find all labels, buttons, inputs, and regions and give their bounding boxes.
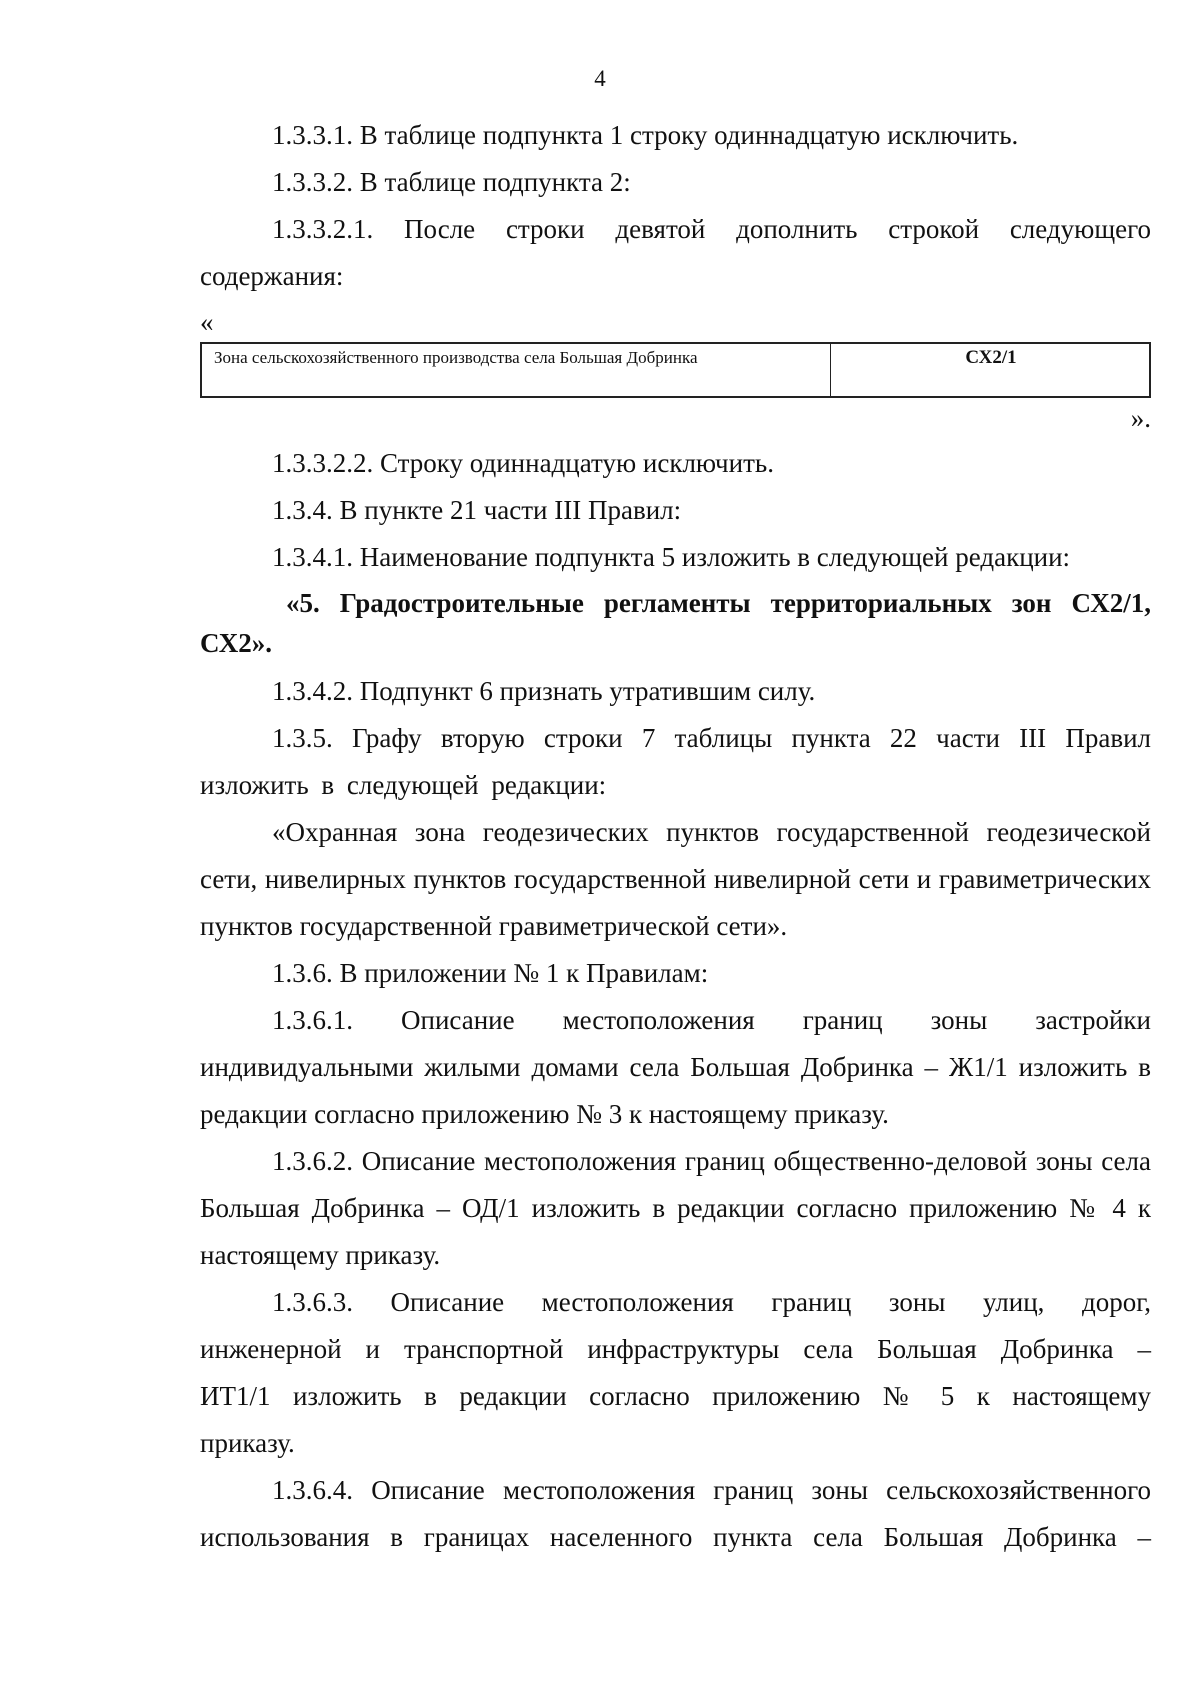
paragraph-1-3-6-4: 1.3.6.4. Описание местоположения границ зоны сельскохозяйственного использования в границах населенного пункта села Большая Добринка – xyxy=(200,1475,1151,1552)
paragraph-1-3-4-1: 1.3.4.1. Наименование подпункта 5 изложить в следующей редакции: xyxy=(272,542,1071,572)
paragraph-1-3-6-1: 1.3.6.1. Описание местоположения границ зоны застройки индивидуальными жилыми домами села Большая Добринка – Ж1/1 изложить в редакции согласно приложению № 3 к настоящему приказу. xyxy=(200,1005,1151,1129)
paragraph-1-3-6-3: 1.3.6.3. Описание местоположения границ зоны улиц, дорог, инженерной и транспортной инфраструктуры села Большая Добринка – ИТ1/1 изложить в редакции согласно приложению № 5 к настоящему приказу. xyxy=(200,1287,1151,1458)
paragraph-1-3-3-2: 1.3.3.2. В таблице подпункта 2: xyxy=(272,167,631,197)
opening-quote: « xyxy=(200,307,214,337)
paragraph-1-3-6: 1.3.6. В приложении № 1 к Правилам: xyxy=(272,958,709,988)
closing-quote: ». xyxy=(1130,403,1151,433)
document-body xyxy=(200,112,1151,1561)
quoted-replacement-text: «Охранная зона геодезических пунктов государственной геодезической сети, нивелирных пунктов государственной нивелирной сети и гравиметрических пунктов государственной гравиметрической сети». xyxy=(200,817,1151,941)
paragraph-1-3-4: 1.3.4. В пункте 21 части III Правил: xyxy=(272,495,682,525)
paragraph-1-3-5: 1.3.5. Графу вторую строки 7 таблицы пункта 22 части III Правил изложить в следующей редакции: xyxy=(200,723,1151,800)
paragraph-1-3-6-2: 1.3.6.2. Описание местоположения границ общественно-деловой зоны села Большая Добринка – ОД/1 изложить в редакции согласно приложению № 4 к настоящему приказу. xyxy=(200,1146,1151,1270)
zone-name-cell: Зона сельскохозяйственного производства села Большая Добринка xyxy=(201,343,831,397)
subsection-heading: «5. Градостроительные регламенты территориальных зон СХ2/1, СХ2». xyxy=(200,588,1151,658)
table-row xyxy=(201,343,1150,397)
paragraph-1-3-3-1: 1.3.3.1. В таблице подпункта 1 строку одиннадцатую исключить. xyxy=(272,120,1019,150)
page-number: 4 xyxy=(594,66,606,91)
paragraph-1-3-3-2-1: 1.3.3.2.1. После строки девятой дополнить строкой следующего содержания: xyxy=(200,214,1151,291)
paragraph-1-3-4-2: 1.3.4.2. Подпункт 6 признать утратившим силу. xyxy=(272,676,816,706)
inserted-table-row xyxy=(200,342,1151,398)
zone-code-cell: СХ2/1 xyxy=(831,343,1151,397)
paragraph-1-3-3-2-2: 1.3.3.2.2. Строку одиннадцатую исключить. xyxy=(272,448,774,478)
